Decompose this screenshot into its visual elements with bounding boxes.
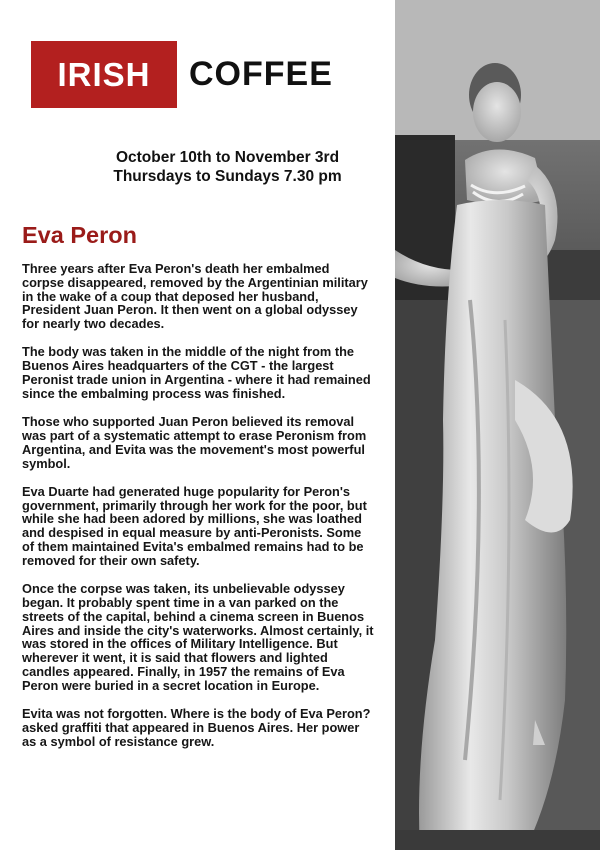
event-dates — [0, 148, 455, 186]
paragraph: Those who supported Juan Peron believed its removal was part of a systematic attempt to erase Peronism from Argentina, and Evita was the movement's most powerful symbol. — [22, 414, 367, 471]
paragraph: Evita was not forgotten. Where is the body of Eva Peron? asked graffiti that appeared in Buenos Aires. Her power as a symbol of resistance grew. — [22, 706, 371, 749]
paragraph: Once the corpse was taken, its unbelievable odyssey began. It probably spent time in a van parked on the streets of the capital, behind a cinema screen in Buenos Aires and inside the city's waterworks. Almost certainly, it was stored in the offices of Military Intelligence. But wherever it went, it is said that flowers and lighted candles appeared. Finally, in 1957 the remains of Eva Peron were buried in a secret location in Europe. — [22, 581, 374, 693]
dates-line-1: October 10th to November 3rd — [115, 149, 340, 166]
eva-peron-portrait-photo — [395, 0, 600, 850]
paragraph: Eva Duarte had generated huge popularity for Peron's government, primarily through her work for the poor, but while she had been adored by millions, she was loathed and despised in equal measure by anti-Peronists. Some of them maintained Evita's embalmed remains had to be removed for their own safety. — [22, 483, 367, 568]
section-title: Eva Peron — [22, 222, 137, 248]
paragraph: Three years after Eva Peron's death her embalmed corpse disappeared, removed by the Argentinian military in the wake of a coup that deposed her husband, President Juan Peron. It then went on a global odyssey for nearly two decades. — [22, 261, 368, 332]
article-body — [22, 262, 374, 763]
logo-red-box: IRISH — [31, 41, 177, 108]
paragraph: The body was taken in the middle of the night from the Buenos Aires headquarters of the CGT - the largest Peronist trade union in Argentina - where it had remained since the embalming process was finished. — [22, 344, 371, 401]
logo-word: COFFEE — [189, 55, 333, 93]
irish-coffee-logo — [31, 41, 333, 108]
dates-line-2: Thursdays to Sundays 7.30 pm — [113, 168, 342, 185]
